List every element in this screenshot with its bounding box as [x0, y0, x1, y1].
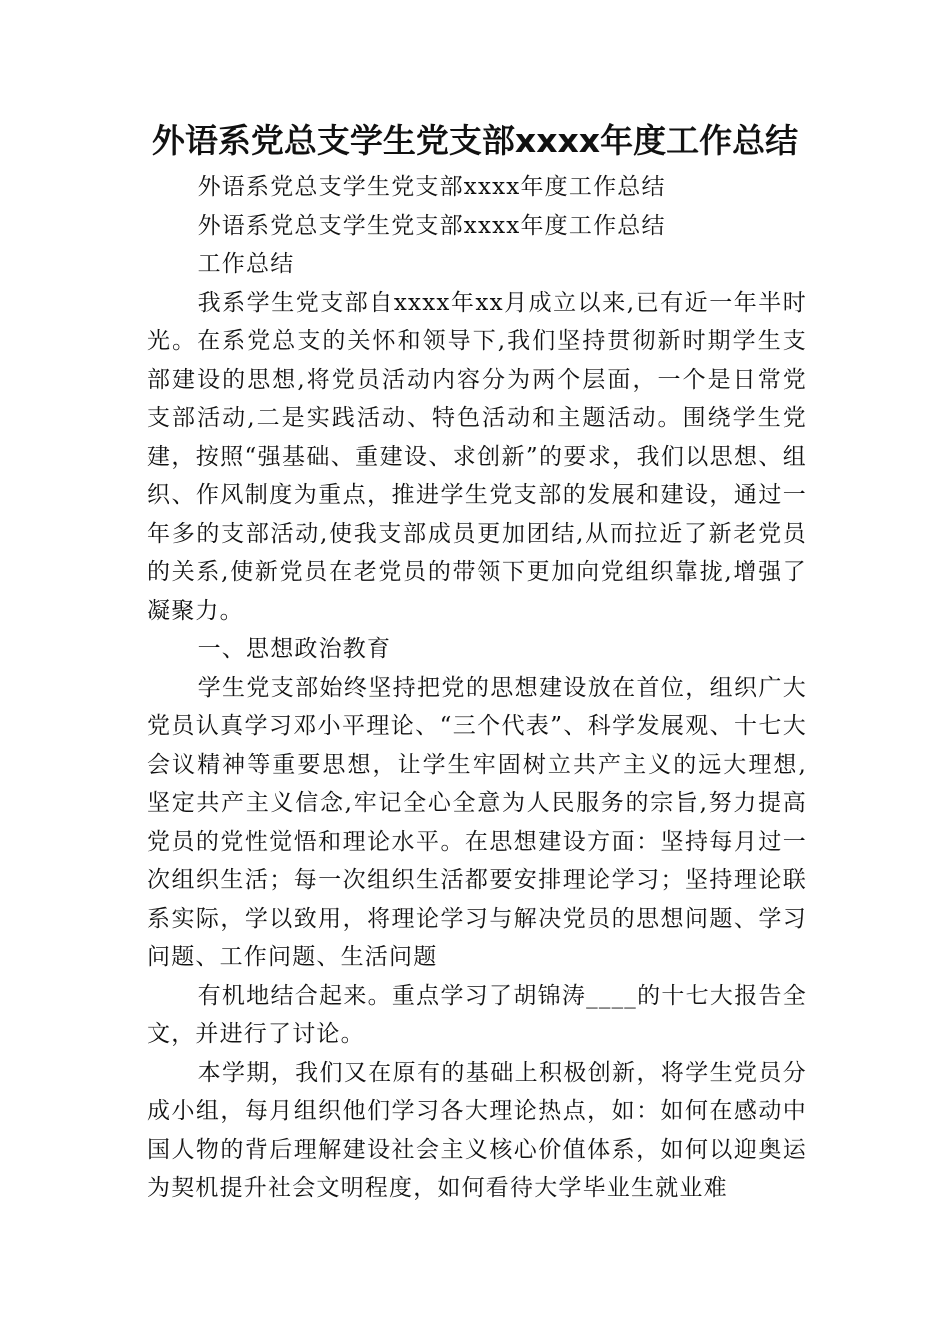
semester-paragraph: 本学期，我们又在原有的基础上积极创新，将学生党员分成小组，每月组织他们学习各大理论热点，如：如何在感动中国人物的背后理解建设社会主义核心价值体系，如何以迎奥运为契机提升社会文明程度，如何看待大学毕业生就业难 — [147, 1059, 807, 1201]
intro-paragraph: 我系学生党支部自xxxx年xx月成立以来,已有近一年半时光。在系党总支的关怀和领导下,我们坚持贯彻新时期学生支部建设的思想,将党员活动内容分为两个层面，一个是日常党支部活动,二是实践活动、特色活动和主题活动。围绕学生党建，按照“强基础、重建设、求创新”的要求，我们以思想、组织、作风制度为重点，推进学生党支部的发展和建设，通过一年多的支部活动,使我支部成员更加团结,从而拉近了新老党员的关系,使新党员在老党员的带领下更加向党组织靠拢,增强了凝聚力。 — [147, 289, 807, 624]
section-heading-ideology: 一、思想政治教育 — [197, 636, 392, 662]
document-body — [147, 168, 807, 1208]
document-title: 外语系党总支学生党支部xxxx年度工作总结 — [151, 121, 799, 160]
subtitle-line-1: 外语系党总支学生党支部xxxx年度工作总结 — [197, 174, 666, 200]
subtitle-line-2: 外语系党总支学生党支部xxxx年度工作总结 — [197, 212, 666, 239]
section-label: 工作总结 — [197, 251, 295, 277]
ideology-paragraph: 学生党支部始终坚持把党的思想建设放在首位，组织广大党员认真学习邓小平理论、“三个代表”、科学发展观、十七大会议精神等重要思想，让学生牢固树立共产主义的远大理想,坚定共产主义信念,牢记全心全意为人民服务的宗旨,努力提高党员的党性觉悟和理论水平。在思想建设方面：坚持每月过一次组织生活；每一次组织生活都要安排理论学习；坚持理论联系实际，学以致用，将理论学习与解决党员的思想问题、学习问题、工作问题、生活问题 — [147, 674, 807, 970]
study-paragraph: 有机地结合起来。重点学习了胡锦涛____的十七大报告全文，并进行了讨论。 — [147, 982, 807, 1047]
